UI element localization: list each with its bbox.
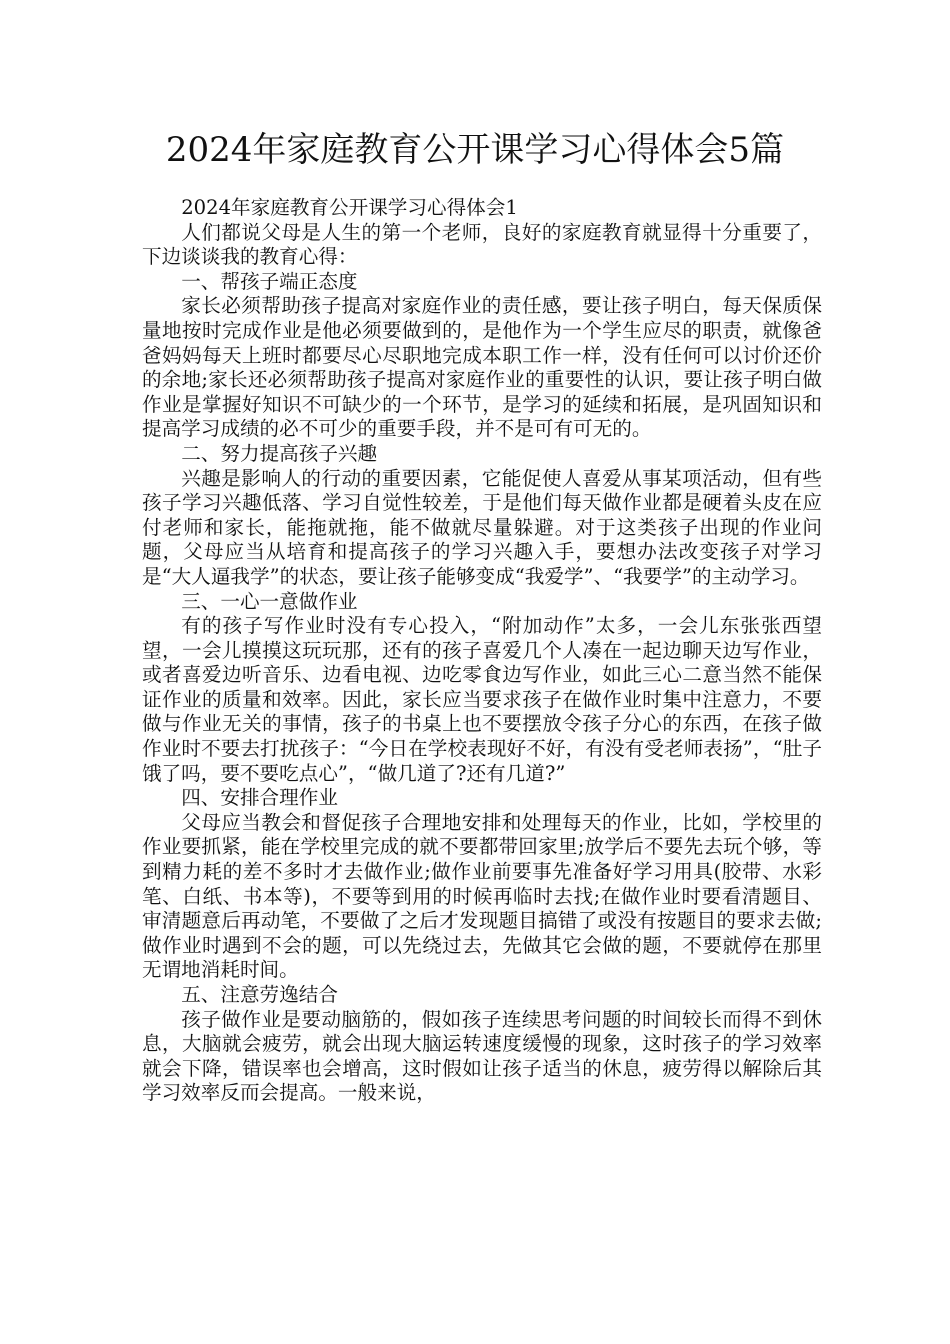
section-heading: 2024年家庭教育公开课学习心得体会1 bbox=[181, 196, 518, 219]
paragraph: 父母应当教会和督促孩子合理地安排和处理每天的作业，比如，学校里的作业要抓紧，能在学校里完成的就不要都带回家里;放学后不要先去玩个够，等到精力耗的差不多时才去做作业;做作业前要事先准备好学习用具(胶带、水彩笔、白纸、书本等)，不要等到用的时候再临时去找;在做作业时要看清题目、审清题意后再动笔，不要做了之后才发现题目搞错了或没有按题目的要求去做;做作业时遇到不会的题，可以先绕过去，先做其它会做的题，不要就停在那里无谓地消耗时间。 bbox=[142, 810, 822, 982]
document-body bbox=[142, 196, 822, 1106]
subheading: 二、努力提高孩子兴趣 bbox=[181, 441, 378, 465]
subheading: 一、帮孩子端正态度 bbox=[181, 269, 358, 293]
subheading: 四、安排合理作业 bbox=[181, 786, 338, 810]
paragraph: 有的孩子写作业时没有专心投入，“附加动作”太多，一会儿东张张西望望，一会儿摸摸这玩玩那，还有的孩子喜爱几个人凑在一起边聊天边写作业，或者喜爱边听音乐、边看电视、边吃零食边写作业，如此三心二意当然不能保证作业的质量和效率。因此，家长应当要求孩子在做作业时集中注意力，不要做与作业无关的事情，孩子的书桌上也不要摆放令孩子分心的东西，在孩子做作业时不要去打扰孩子：“今日在学校表现好不好，有没有受老师表扬”，“肚子饿了吗，要不要吃点心”，“做几道了?还有几道?” bbox=[142, 614, 822, 785]
paragraph: 人们都说父母是人生的第一个老师，良好的家庭教育就显得十分重要了，下边谈谈我的教育心得： bbox=[142, 220, 822, 269]
subheading: 三、一心一意做作业 bbox=[181, 589, 358, 613]
subheading: 五、注意劳逸结合 bbox=[181, 983, 338, 1006]
document-title: 2024年家庭教育公开课学习心得体会5篇 bbox=[165, 130, 785, 170]
paragraph: 家长必须帮助孩子提高对家庭作业的责任感，要让孩子明白，每天保质保量地按时完成作业是他必须要做到的，是他作为一个学生应尽的职责，就像爸爸妈妈每天上班时都要尽心尽职地完成本职工作一样，没有任何可以讨价还价的余地;家长还必须帮助孩子提高对家庭作业的重要性的认识，要让孩子明白做作业是掌握好知识不可缺少的一个环节，是学习的延续和拓展，是巩固知识和提高学习成绩的必不可少的重要手段，并不是可有可无的。 bbox=[142, 294, 822, 441]
paragraph: 孩子做作业是要动脑筋的，假如孩子连续思考问题的时间较长而得不到休息，大脑就会疲劳，就会出现大脑运转速度缓慢的现象，这时孩子的学习效率就会下降，错误率也会增高，这时假如让孩子适当的休息，疲劳得以解除后其学习效率反而会提高。一般来说， bbox=[142, 1007, 822, 1105]
paragraph: 兴趣是影响人的行动的重要因素，它能促使人喜爱从事某项活动，但有些孩子学习兴趣低落、学习自觉性较差，于是他们每天做作业都是硬着头皮在应付老师和家长，能拖就拖，能不做就尽量躲避。对于这类孩子出现的作业问题，父母应当从培育和提高孩子的学习兴趣入手，要想办法改变孩子对学习是“大人逼我学”的状态，要让孩子能够变成“我爱学”、“我要学”的主动学习。 bbox=[142, 466, 822, 588]
